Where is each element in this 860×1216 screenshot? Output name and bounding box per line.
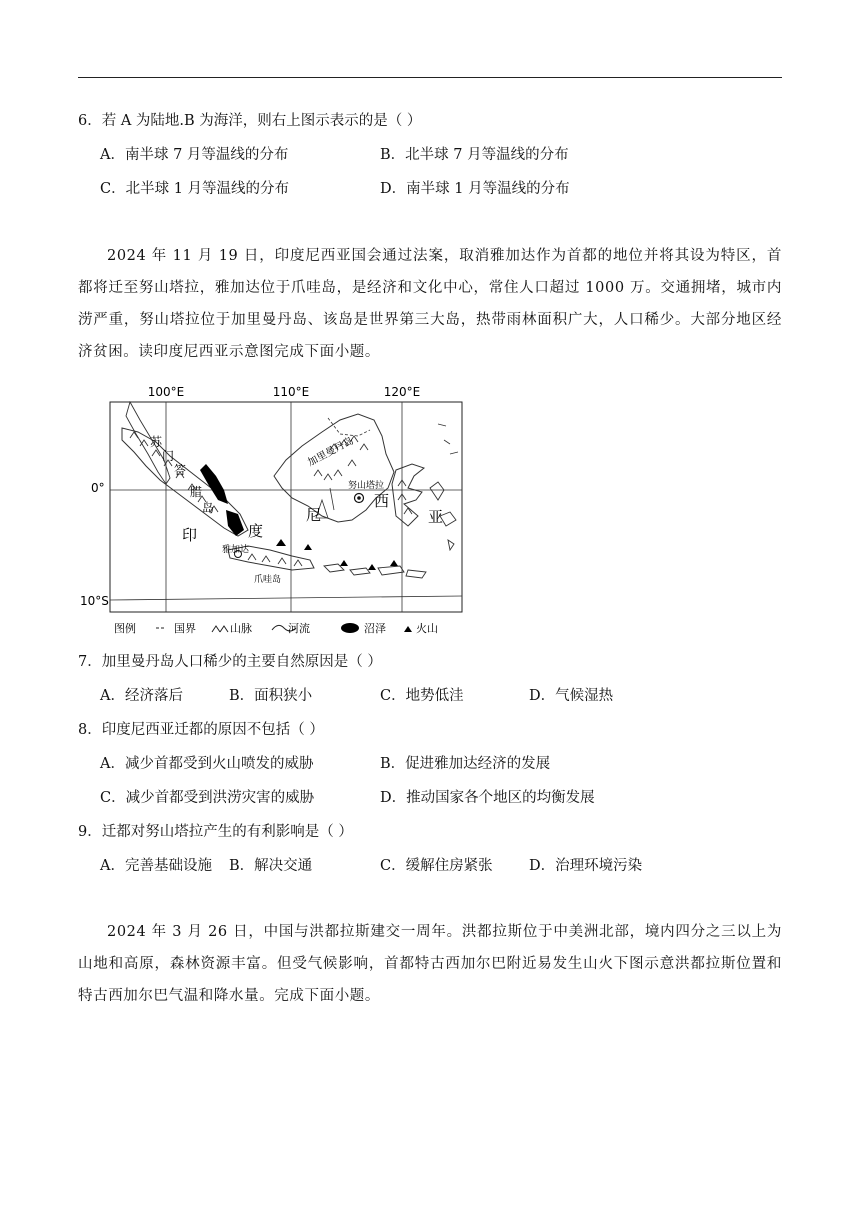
- q8-option-c: C．减少首都受到洪涝灾害的威胁: [100, 790, 315, 806]
- swamp-2: [226, 510, 244, 536]
- passage-indonesia: 2024 年 11 月 19 日，印度尼西亚国会通过法案，取消雅加达作为首都的地位并将其设为特区，首都将迁至努山塔拉，雅加达位于爪哇岛，是经济和文化中心，常住人口超过 1000 万。交通拥堵，城市内涝严重，努山塔拉位于加里曼丹岛、该岛是世界第三大岛，热带雨林面积广大，人口稀少。大部分地区经济贫困。读印度尼西亚示意图完成下面小题。: [78, 248, 782, 360]
- legend-title: 图例: [114, 622, 136, 635]
- header-rule: [78, 77, 782, 78]
- passage-honduras: 2024 年 3 月 26 日，中国与洪都拉斯建交一周年。洪都拉斯位于中美洲北部，境内四分之三以上为山地和高原，森林资源丰富。但受气候影响，首都特古西加尔巴附近易发生山火下图示意洪都拉斯位置和特古西加尔巴气温和降水量。完成下面小题。: [78, 924, 782, 1004]
- label-nusantara: 努山塔拉: [348, 481, 385, 491]
- q9-option-c: C．缓解住房紧张: [380, 858, 493, 874]
- swamp-1: [200, 464, 228, 504]
- q7-stem: 7．加里曼丹岛人口稀少的主要自然原因是（ ）: [78, 654, 382, 670]
- legend-mountain: 山脉: [230, 622, 252, 635]
- q8-option-a: A．减少首都受到火山喷发的威胁: [100, 756, 314, 772]
- label-sumatra-3: 答: [174, 463, 187, 477]
- q7-option-a: A．经济落后: [100, 688, 183, 704]
- q9-option-a: A．完善基础设施: [100, 858, 212, 874]
- lon-label-100: 100°E: [147, 385, 185, 399]
- q6-option-b: B．北半球 7 月等温线的分布: [380, 147, 569, 163]
- legend-border: 国界: [174, 622, 196, 635]
- label-jakarta: 雅加达: [222, 545, 250, 555]
- label-indonesia-2: 度: [248, 522, 264, 540]
- parallel-10s: [110, 596, 462, 600]
- q6-option-d: D．南半球 1 月等温线的分布: [380, 181, 570, 197]
- legend-swamp: 沼泽: [364, 622, 386, 635]
- malay-peninsula: [126, 402, 170, 484]
- map-legend: [114, 621, 438, 635]
- q6-option-c: C．北半球 1 月等温线的分布: [100, 181, 290, 197]
- q9-option-d: D．治理环境污染: [529, 858, 643, 874]
- q9-stem: 9．迁都对努山塔拉产生的有利影响是（ ）: [78, 824, 353, 840]
- q9-option-b: B．解决交通: [229, 858, 313, 874]
- q6-stem: 6．若 A 为陆地.B 为海洋，则右上图示表示的是（ ）: [78, 113, 422, 129]
- java-mountains: [248, 554, 302, 566]
- map-frame: [110, 402, 462, 612]
- sulawesi: [392, 464, 424, 526]
- label-java: 爪哇岛: [254, 575, 282, 585]
- legend-river: 河流: [288, 622, 310, 635]
- label-sumatra-4: 腊: [190, 485, 203, 499]
- q8-option-b: B．促进雅加达经济的发展: [380, 756, 551, 772]
- label-indonesia-4: 西: [374, 492, 390, 510]
- label-sumatra-1: 苏: [150, 435, 163, 449]
- q7-option-b: B．面积狭小: [229, 688, 313, 704]
- label-sumatra-5: 岛: [202, 501, 215, 515]
- lon-label-120: 120°E: [383, 385, 421, 399]
- legend-volcano: 火山: [416, 622, 438, 635]
- label-indonesia-5: 亚: [428, 508, 444, 526]
- q8-option-d: D．推动国家各个地区的均衡发展: [380, 790, 595, 806]
- border-kalimantan: [328, 418, 370, 436]
- label-indonesia-1: 印: [182, 526, 198, 544]
- lesser-sunda: [324, 564, 426, 578]
- lat-label-0: 0°: [91, 481, 105, 495]
- label-indonesia-3: 尼: [306, 506, 322, 524]
- indonesia-map: [78, 380, 478, 640]
- q7-option-c: C．地势低洼: [380, 688, 464, 704]
- lon-label-110: 110°E: [272, 385, 310, 399]
- q7-option-d: D．气候湿热: [529, 688, 614, 704]
- label-kalimantan: 加里曼丹岛: [306, 435, 356, 469]
- q6-option-a: A．南半球 7 月等温线的分布: [100, 147, 289, 163]
- q8-stem: 8．印度尼西亚迁都的原因不包括（ ）: [78, 722, 324, 738]
- label-sumatra-2: 门: [162, 449, 175, 463]
- lat-label-10s: 10°S: [80, 594, 109, 608]
